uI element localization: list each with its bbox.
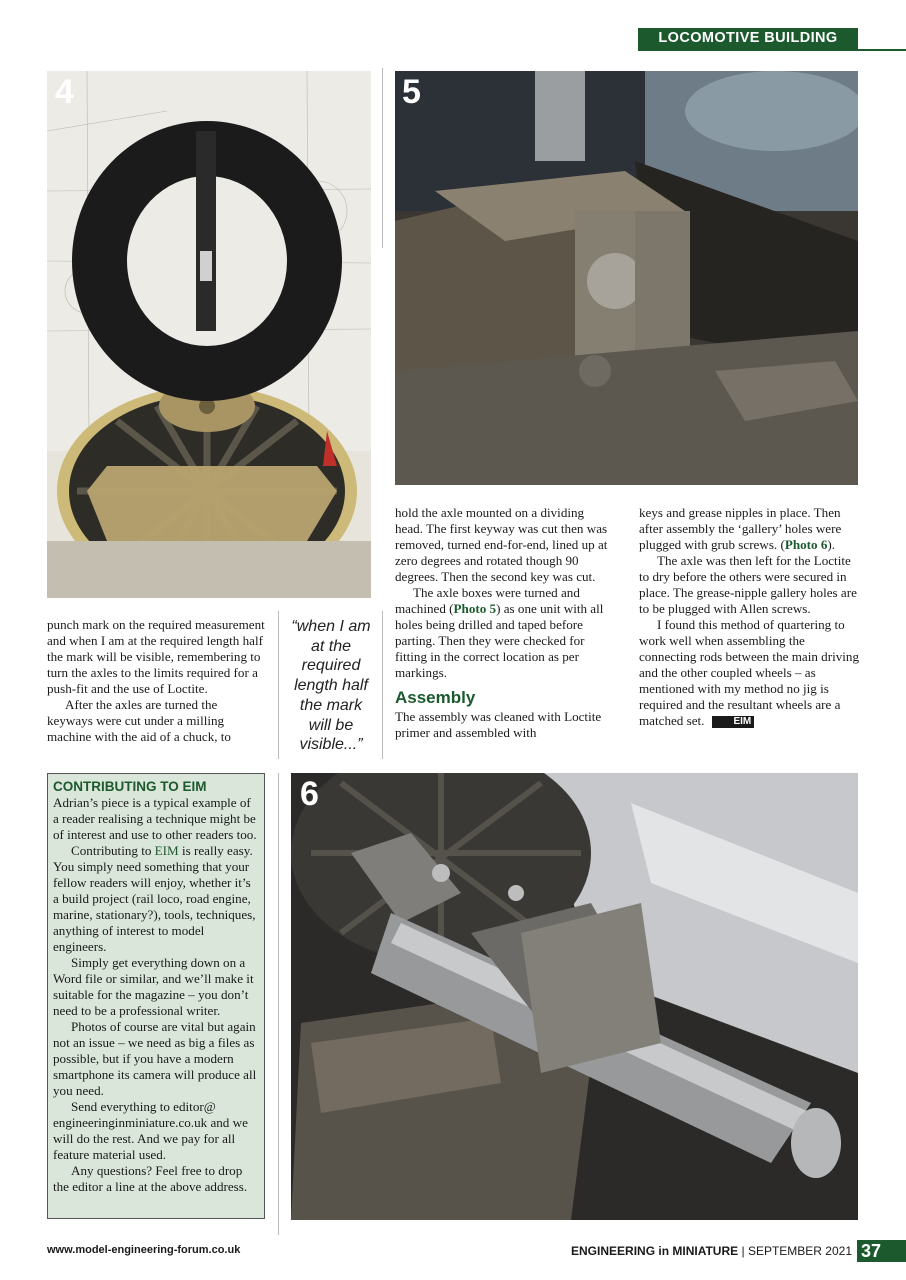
photo-5-image <box>395 71 858 485</box>
column-divider-top <box>382 68 383 248</box>
col3-paragraph-2: The axle was then left for the Loctite to dry before the others were secured in place. The grease-nipple gallery holes are to be plugged with Allen screws. <box>639 553 857 616</box>
col3-paragraph-1 <box>639 505 861 553</box>
photo-6-number: 6 <box>300 775 319 813</box>
footer-issue: SEPTEMBER 2021 <box>747 1244 852 1258</box>
footer-mag-title: ENGINEERING in MINIATURE <box>571 1244 739 1258</box>
box-paragraph-6: Any questions? Feel free to drop the editor a line at the above address. <box>53 1163 248 1194</box>
column-divider-left <box>278 611 279 759</box>
footer-separator: | <box>741 1244 745 1258</box>
column-3-text <box>639 505 861 729</box>
photo-6-image <box>291 773 858 1220</box>
photo-6-reference: Photo 6 <box>784 537 828 552</box>
contributing-box <box>47 773 265 1219</box>
box-paragraph-3: Simply get everything down on a Word file or similar, and we’ll make it suitable for the magazine – you don’t need to be a professional writer. <box>53 955 254 1018</box>
col2-paragraph-2 <box>395 585 613 681</box>
col1-paragraph-1: punch mark on the required measurement and when I am at the required length half the mark will be visible, remembering to turn the axles to the limits required for a push-fit and the use of Loctite. <box>47 617 265 696</box>
box-paragraph-4: Photos of course are vital but again not an issue – we need as big a files as possible, but if you have a modern smartphone its camera will produce all you need. <box>53 1019 257 1098</box>
box-paragraph-2 <box>53 843 258 955</box>
col2-paragraph-3: The assembly was cleaned with Loctite primer and assembled with <box>395 709 602 740</box>
box-p2-end: is really easy. You simply need something that your fellow readers will enjoy, whether it’s a build project (rail loco, road engine, marine, stationary?), tools, techniques, anything of interest to model engineers. <box>53 843 256 954</box>
footer-issue-line <box>560 1244 852 1258</box>
column-divider-center <box>382 611 383 759</box>
col3-p1-end: ). <box>827 537 836 552</box>
photo-4-image <box>47 71 371 598</box>
column-1-text <box>47 617 265 745</box>
photo-5 <box>395 71 858 485</box>
photo-4-number: 4 <box>55 73 74 111</box>
assembly-heading: Assembly <box>395 688 476 707</box>
page-number: 37 <box>857 1240 906 1262</box>
col2-paragraph-1: hold the axle mounted on a dividing head. The first keyway was cut then was removed, turned end-for-end, lined up at zero degrees and rotated though 90 degrees. Then the second key was cut. <box>395 505 608 584</box>
col1-paragraph-2: After the axles are turned the keyways were cut under a milling machine with the aid of a chuck, to <box>47 697 231 744</box>
col2-p2-start: The axle boxes were turned and machined ( <box>395 585 580 616</box>
column-divider-left-lower <box>278 773 279 1235</box>
section-tag-rule <box>638 49 906 51</box>
column-2-text <box>395 505 613 741</box>
photo-6 <box>291 773 858 1220</box>
footer-website[interactable]: www.model-engineering-forum.co.uk <box>47 1244 241 1256</box>
contributing-box-title: CONTRIBUTING TO EIM <box>53 779 207 794</box>
col3-paragraph-3 <box>639 617 861 729</box>
col3-p1-start: keys and grease nipples in place. Then after assembly the ‘gallery’ holes were plugged with grub screws. ( <box>639 505 842 552</box>
photo-5-number: 5 <box>402 73 421 111</box>
col2-p2-end: ) as one unit with all holes being drilled and taped before parting. Then they were checked for fitting in the correct location as per markings. <box>395 601 604 680</box>
photo-5-reference: Photo 5 <box>453 601 497 616</box>
box-p2-start: Contributing to <box>71 843 155 858</box>
pull-quote: “when I am at the required length half the mark will be visible...” <box>291 618 371 754</box>
section-tag: LOCOMOTIVE BUILDING <box>638 28 858 49</box>
photo-4 <box>47 71 371 598</box>
box-eim-link[interactable]: EIM <box>154 843 179 858</box>
col3-p3-text: I found this method of quartering to work well when assembling the connecting rods between the main driving and the other coupled wheels – as mentioned with my method no jig is required and the resultant wheels are a matched set. <box>639 617 859 728</box>
box-paragraph-1: Adrian’s piece is a typical example of a reader realising a technique might be of interest and use to other readers too. <box>53 795 257 842</box>
eim-end-logo: EIM <box>712 716 754 728</box>
box-paragraph-5[interactable]: Send everything to editor@ engineeringinminiature.co.uk and we will do the rest. And we pay for all feature material used. <box>53 1099 248 1162</box>
